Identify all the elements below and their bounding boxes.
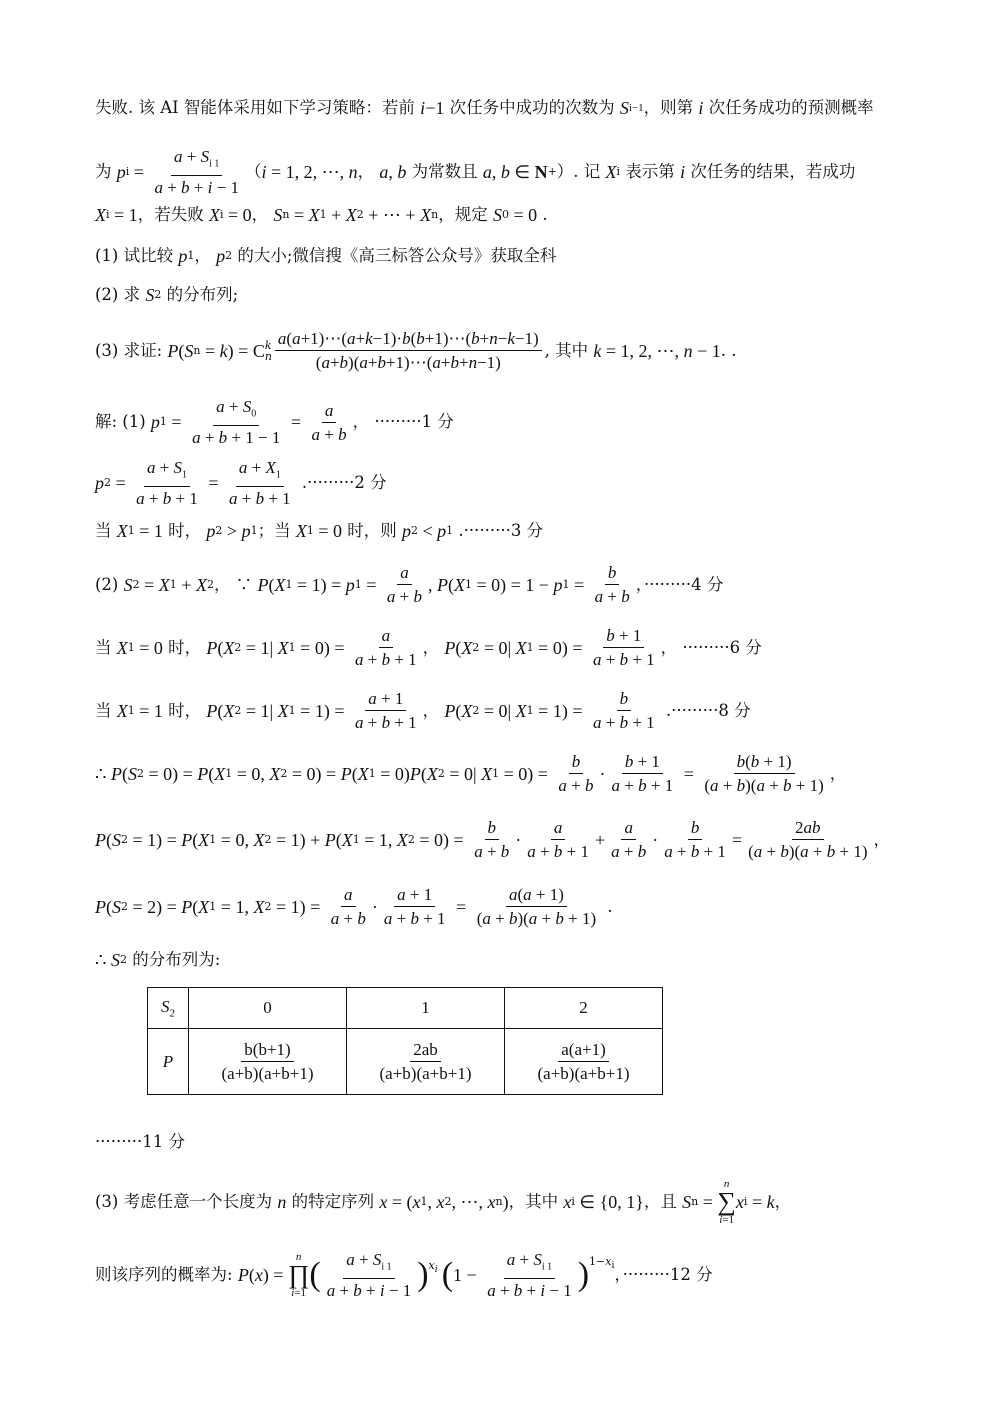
text-line-19: 则该序列的概率为: P ( x ) = n ∏ i=1 ( $\frac{a + S_{i 1}}{a + b + i - 1}$ ) $^{x_i}$ ( 1 − $\frac{a + S_{i 1}}{a + b + i - 1}$ ) $^{1-x_i}$ ，·········12 分 <box>95 1250 713 1301</box>
text-line-15: P ( S 2 = 2) = P ( X 1 = 1, X 2 = 1) = $\frac{a}{a + b}$ · $\frac{a + 1}{a + b + 1}$ = $\frac{a(a + 1)}{(a + b)(a + b + 1)}$ . <box>95 885 613 928</box>
text-line-1: 失败. 该 AI 智能体采用如下学习策略：若前 i −1 次任务中成功的次数为 S i−1 ，则第 i 次任务成功的预测概率 <box>95 98 874 118</box>
text-line-8: p 2 = $\frac{a + S_1}{a + b + 1}$ = $\frac{a + X_1}{a + b + 1}$ .·········2 分 <box>95 458 387 509</box>
text-line-7: 解: (1) p 1 = $\frac{a + S_0}{a + b + 1 - 1}$ = $\frac{a}{a + b}$ ， ·········1 分 <box>95 397 454 448</box>
text-line-4: (1) 试比较 p 1 ， p 2 的大小;微信搜《高三标答公众号》获取全科 <box>95 246 557 266</box>
text-line-5: (2) 求 S 2 的分布列; <box>95 285 239 305</box>
text-line-11: 当 X 1 = 0 时， P ( X 2 = 1| X 1 = 0) = $\frac{a}{a + b + 1}$ ， P ( X 2 = 0| X 1 = 0) = $\frac{b + 1}{a + b + 1}$ ， ·········6 分 <box>95 626 762 669</box>
text-line-9: 当 X 1 = 1 时， p 2 > p 1 ；当 X 1 = 0 时，则 p 2 < p 1 .·········3 分 <box>95 521 544 541</box>
table-header-cell: 2 <box>505 988 663 1029</box>
distribution-table <box>147 987 663 1095</box>
text-line-13: ∴ P ( S 2 = 0) = P ( X 1 = 0, X 2 = 0) = P ( X 1 = 0) P ( X 2 = 0| X 1 = 0) = $\frac{b}{a + b}$ · $\frac{b + 1}{a + b + 1}$ = $\frac{b(b + 1)}{(a + b)(a + b + 1)}$ ， <box>95 752 847 795</box>
text-line-2: 为 p i = $\frac{a + S_{i 1}}{a + b + i - 1}$ （ i = 1, 2, ⋯, n ， a , b 为常数且 a , b ∈ N + ）. 记 X i 表示第 i 次任务的结果，若成功 <box>95 147 856 198</box>
table-cell: $\frac{2ab}{(a+b)(a+b+1)}$ <box>347 1029 505 1095</box>
table-row-label: P <box>148 1029 189 1095</box>
text-line-3: X i = 1 ，若失败 X i = 0 ， S n = X 1 + X 2 + ⋯ + X n ，规定 S 0 = 0 . <box>95 205 548 225</box>
table-header-cell: 0 <box>189 988 347 1029</box>
text-line-10: (2) S 2 = X 1 + X 2 ， ∵ P ( X 1 = 1) = p 1 = $\frac{a}{a + b}$ , P ( X 1 = 0) = 1 − p 1 = $\frac{b}{a + b}$ ，·········4 分 <box>95 563 724 606</box>
table-header-row <box>148 988 663 1029</box>
table-header-s2: $S_2$ <box>148 988 189 1029</box>
text-line-6: (3) 求证: P ( S n = k ) = C k n $\frac{a(a+1)\cdots(a+k-1)\cdot b(b+1)\cdots(b+n-k-1)}{(a+b)(a+b+1)\cdots(a+b+n-1)}$ , 其中 k = 1, 2, ⋯, n − 1 . . <box>95 329 737 372</box>
text-line-17: ·········11 分 <box>95 1132 185 1151</box>
table-cell: $\frac{b(b+1)}{(a+b)(a+b+1)}$ <box>189 1029 347 1095</box>
table-cell: $\frac{a(a+1)}{(a+b)(a+b+1)}$ <box>505 1029 663 1095</box>
text-line-14: P ( S 2 = 1) = P ( X 1 = 0, X 2 = 1) + P ( X 1 = 1, X 2 = 0) = $\frac{b}{a + b}$ · $\frac{a}{a + b + 1}$ + $\frac{a}{a + b}$ · $\frac{b}{a + b + 1}$ = $\frac{2ab}{(a + b)(a + b + 1)}$ ， <box>95 818 891 861</box>
table-row <box>148 1029 663 1095</box>
text-line-16: ∴ S 2 的分布列为: <box>95 950 221 970</box>
text-line-12: 当 X 1 = 1 时， P ( X 2 = 1| X 1 = 1) = $\frac{a + 1}{a + b + 1}$ ， P ( X 2 = 0| X 1 = 1) = $\frac{b}{a + b + 1}$ .·········8 分 <box>95 689 751 732</box>
text-line-18: (3) 考虑任意一个长度为 n 的特定序列 x = ( x 1 , x 2 , ⋯, x n ) ，其中 x i ∈ {0, 1} ，且 S n = n ∑ i=1 x i = k ， <box>95 1178 792 1226</box>
table-header-cell: 1 <box>347 988 505 1029</box>
